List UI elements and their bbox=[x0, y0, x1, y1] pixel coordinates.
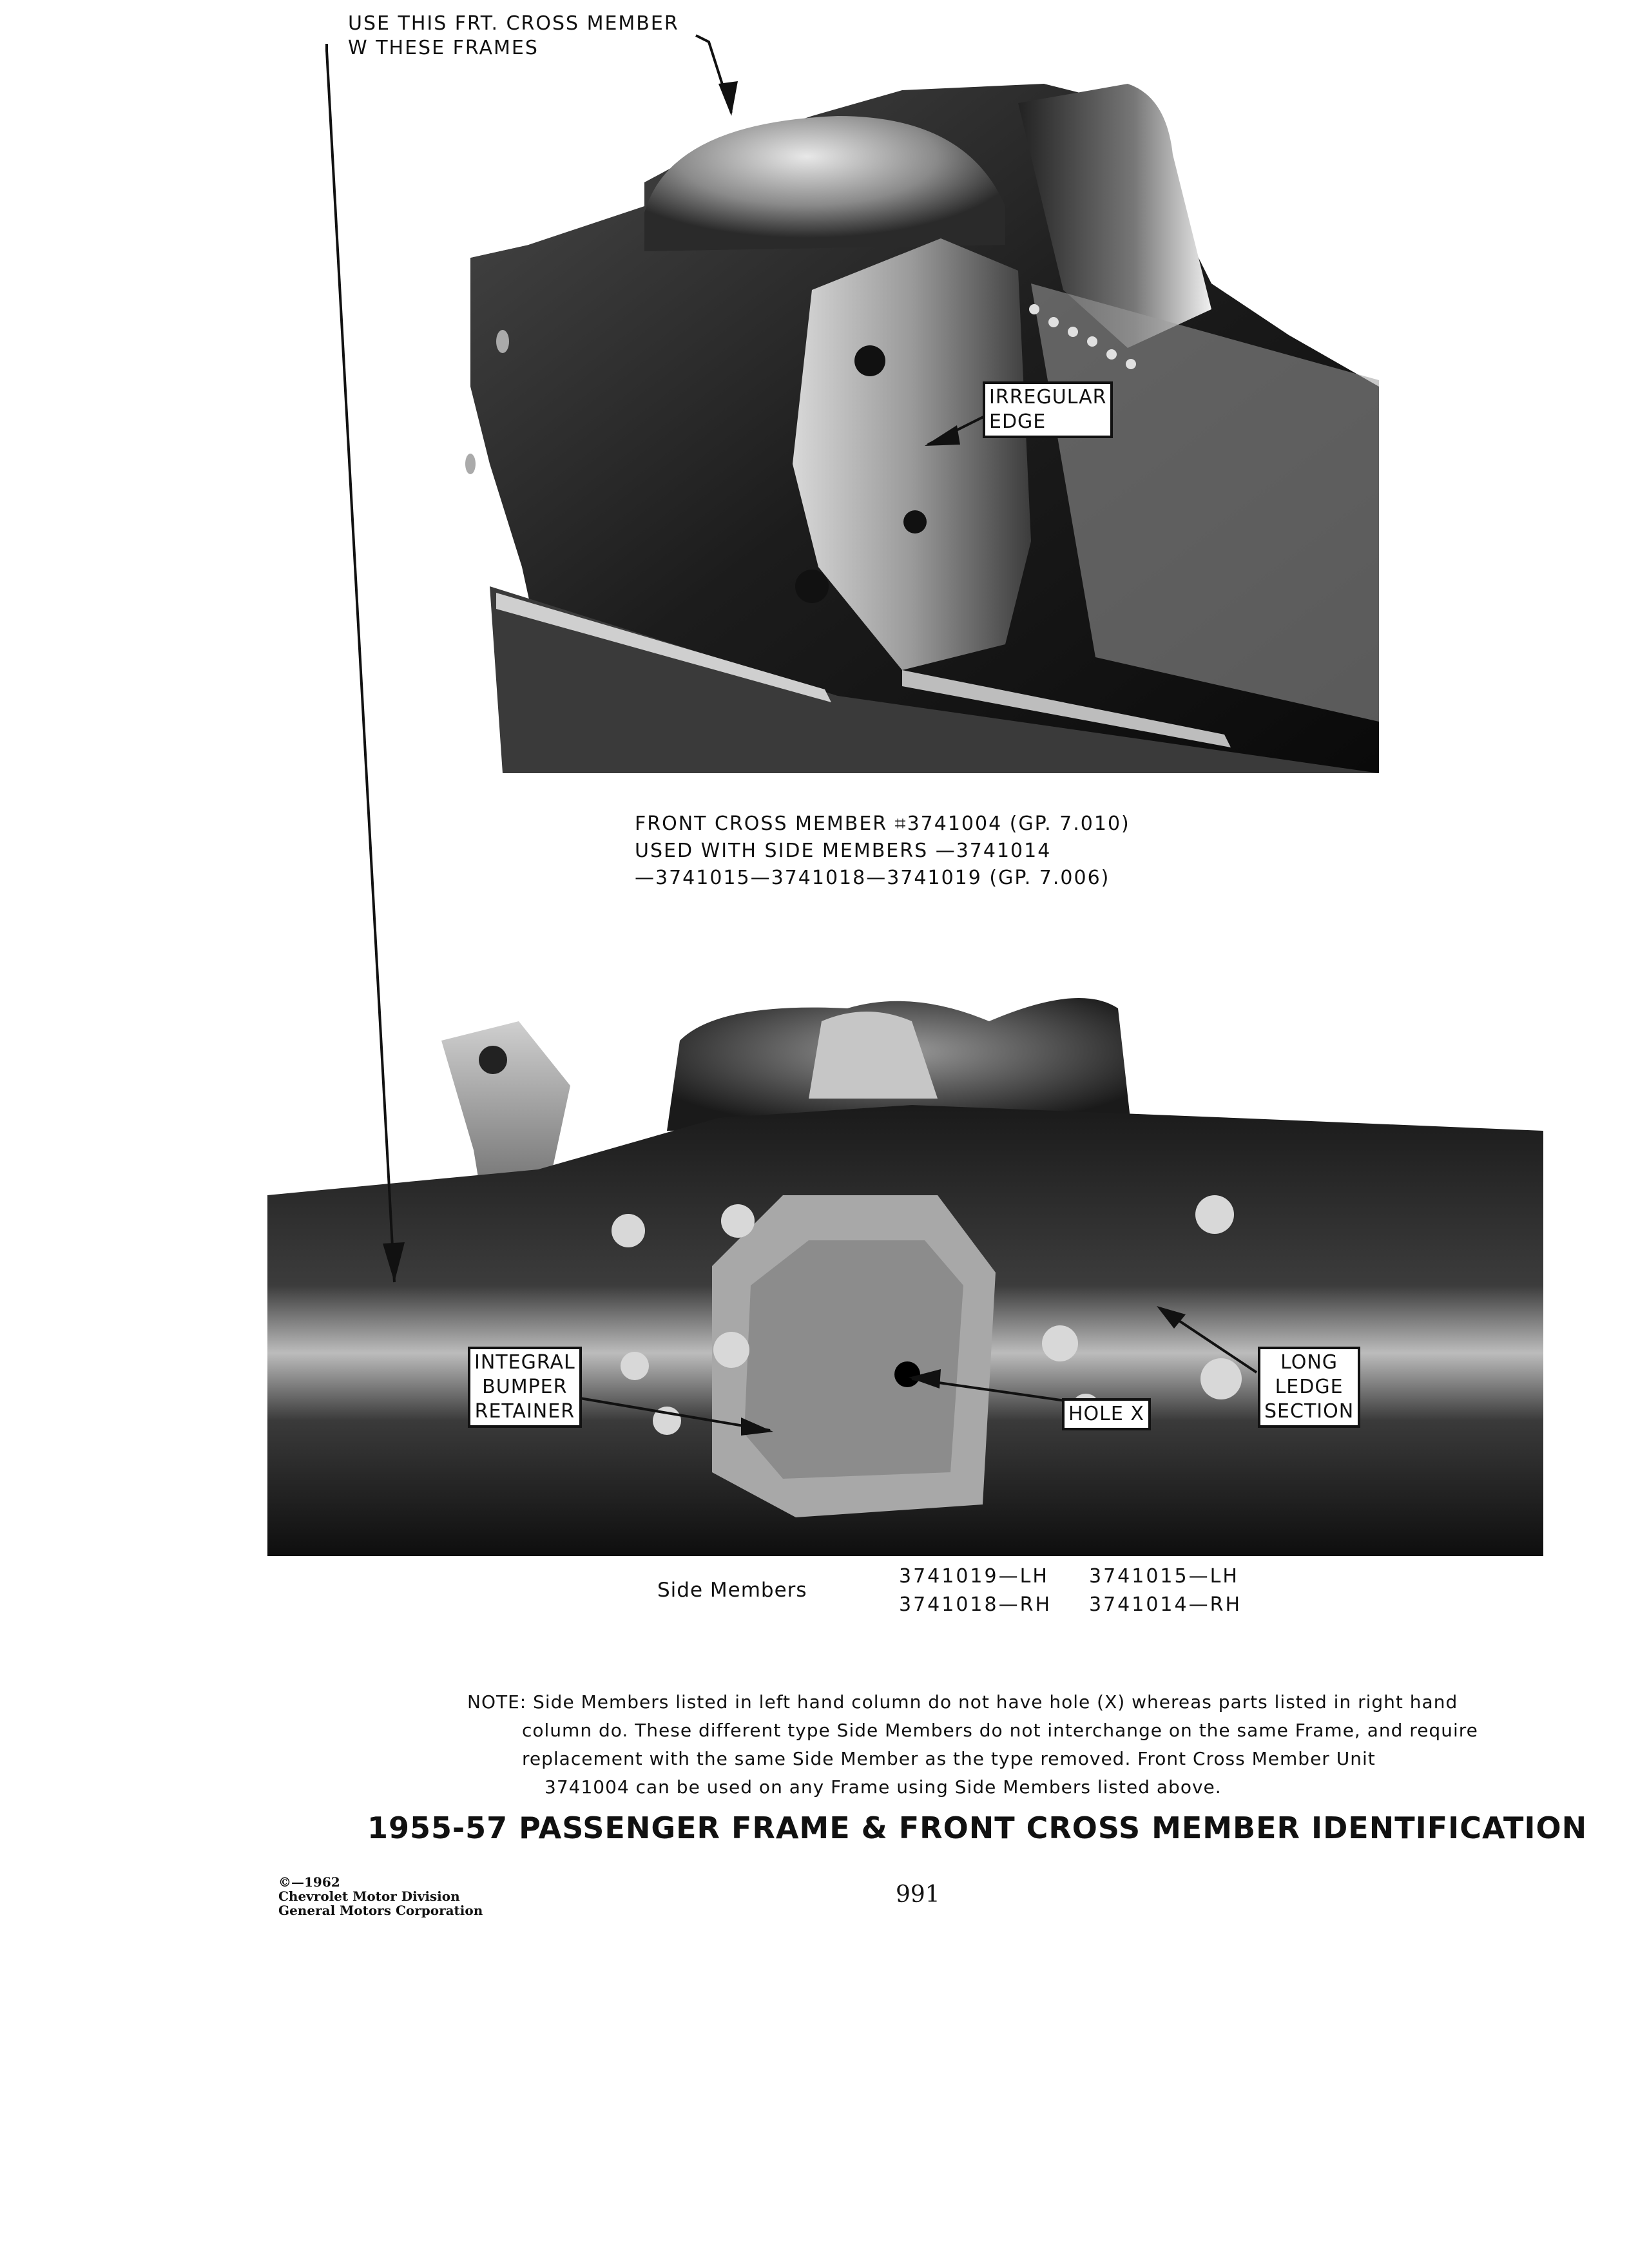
long-ledge-section-callout: LONG LEDGE SECTION bbox=[1258, 1347, 1360, 1428]
note-paragraph: NOTE: Side Members listed in left hand column do not have hole (X) whereas parts listed in right hand column do. These different type Side Members do not interchange on the same Frame, and require replacement with the same Side Member as the type removed. Front Cross Member Unit 3741004 can be used on any Frame using Side Members listed above. bbox=[467, 1691, 1478, 1798]
page-number: 991 bbox=[896, 1881, 940, 1908]
hole-x-callout: HOLE X bbox=[1062, 1398, 1151, 1430]
side-members-label: Side Members bbox=[657, 1579, 807, 1602]
copyright-footer: ©—1962 Chevrolet Motor Division General Motors Corporation bbox=[278, 1874, 483, 1918]
side-members-left-column: 3741019—LH 3741018—RH bbox=[899, 1565, 1052, 1616]
irregular-edge-callout: IRREGULAR EDGE bbox=[983, 381, 1113, 438]
integral-bumper-retainer-callout: INTEGRAL BUMPER RETAINER bbox=[468, 1347, 582, 1428]
side-members-right-column: 3741015—LH 3741014—RH bbox=[1089, 1565, 1242, 1616]
page-title: 1955-57 PASSENGER FRAME & FRONT CROSS MEMBER IDENTIFICATION bbox=[367, 1811, 1588, 1845]
use-this-label: USE THIS FRT. CROSS MEMBER W THESE FRAMES bbox=[348, 12, 679, 59]
cross-member-caption: FRONT CROSS MEMBER ⌗3741004 (GP. 7.010) USED WITH SIDE MEMBERS —3741014 —3741015—3741018—3741019 (GP. 7.006) bbox=[635, 812, 1130, 889]
